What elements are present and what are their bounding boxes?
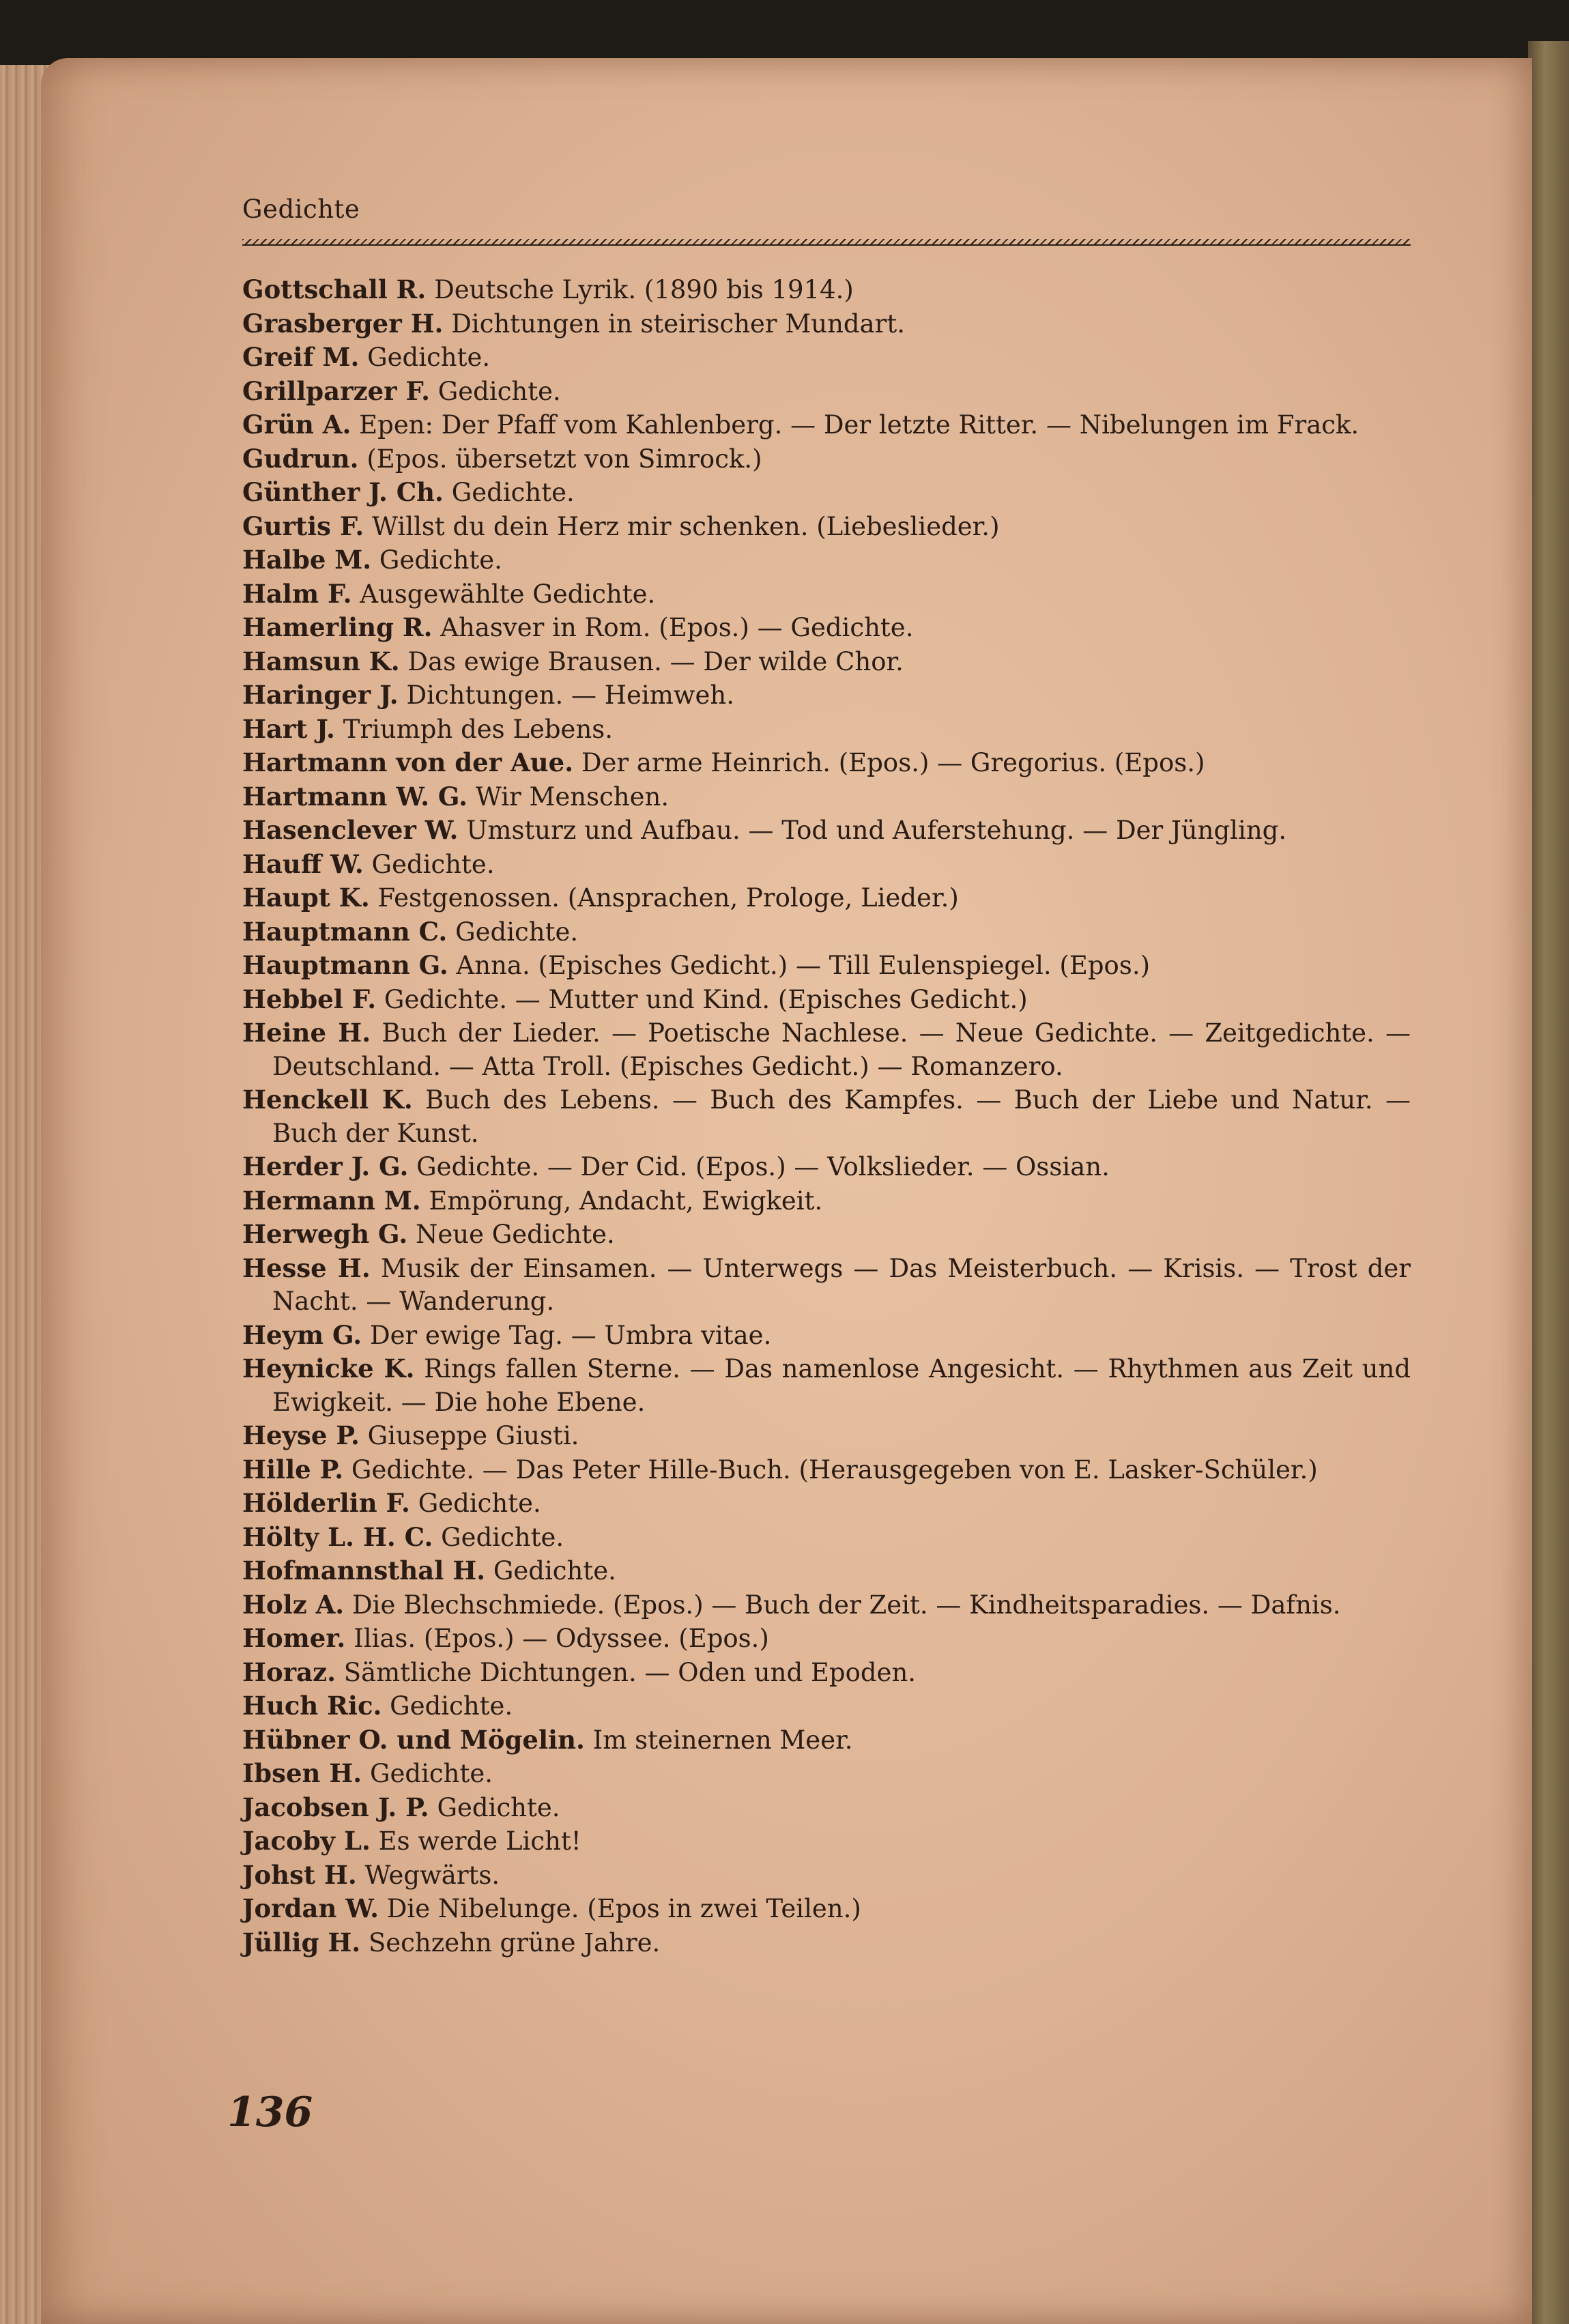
list-item [242, 476, 1411, 510]
entry-works: Gedichte. — Mutter und Kind. (Episches Gedicht.) [384, 984, 1028, 1014]
entry-works: Es werde Licht! [378, 1826, 581, 1856]
entry-works: Wir Menschen. [475, 781, 670, 812]
entry-author: Hauff W. [242, 848, 364, 879]
list-item [242, 1656, 1411, 1690]
list-item [242, 881, 1411, 915]
entry-works: Gedichte. [493, 1556, 616, 1586]
entry-author: Horaz. [242, 1656, 336, 1687]
entry-author: Hartmann von der Aue. [242, 747, 574, 777]
entry-works: Wegwärts. [364, 1860, 500, 1890]
list-item [242, 307, 1411, 341]
entry-works: Rings fallen Sterne. — Das namenlose Angesicht. — Rhythmen aus Zeit und Ewigkeit. — Die hohe Ebene. [272, 1354, 1411, 1417]
list-item [242, 1757, 1411, 1791]
entry-author: Holz A. [242, 1589, 345, 1620]
entry-author: Hamerling R. [242, 612, 433, 642]
list-item [242, 611, 1411, 645]
entry-author: Hermann M. [242, 1185, 421, 1216]
entry-works: Gedichte. [369, 1759, 493, 1788]
header-rule [242, 239, 1411, 246]
page-number: 136 [227, 2089, 313, 2136]
entry-works: Gedichte. [437, 376, 561, 406]
list-item [242, 1892, 1411, 1926]
list-item [242, 1453, 1411, 1487]
list-item [242, 713, 1411, 747]
entry-works: Willst du dein Herz mir schenken. (Liebeslieder.) [372, 511, 1000, 541]
list-item [242, 543, 1411, 577]
entry-author: Hauptmann G. [242, 950, 448, 980]
entry-author: Gottschall R. [242, 274, 427, 304]
entry-works: Anna. (Episches Gedicht.) — Till Eulenspiegel. (Epos.) [456, 951, 1151, 980]
entry-works: Sämtliche Dichtungen. — Oden und Epoden. [343, 1657, 917, 1687]
entry-author: Grillparzer F. [242, 375, 430, 406]
entry-works: Gedichte. [379, 545, 502, 575]
entry-author: Heym G. [242, 1319, 362, 1350]
entry-author: Herder J. G. [242, 1151, 409, 1181]
entry-author: Haupt K. [242, 883, 370, 913]
entry-works: Festgenossen. (Ansprachen, Prologe, Lieder.) [377, 883, 959, 913]
list-item [242, 780, 1411, 814]
list-item [242, 341, 1411, 375]
list-item [242, 1723, 1411, 1758]
entry-author: Hasenclever W. [242, 815, 459, 845]
entry-author: Heynicke K. [242, 1353, 415, 1383]
entry-author: Hölderlin F. [242, 1488, 410, 1518]
list-item [242, 375, 1411, 409]
entry-author: Jüllig H. [242, 1927, 361, 1957]
entry-works: Gedichte. [441, 1522, 564, 1552]
list-item [242, 442, 1411, 476]
list-item [242, 1859, 1411, 1893]
entry-works: Gedichte. [390, 1691, 513, 1721]
list-item [242, 1824, 1411, 1859]
entry-author: Haringer J. [242, 680, 399, 710]
entry-author: Hebbel F. [242, 984, 377, 1014]
list-item [242, 1588, 1411, 1622]
list-item [242, 678, 1411, 713]
list-item [242, 1554, 1411, 1588]
list-item [242, 848, 1411, 882]
entry-works: Deutsche Lyrik. (1890 bis 1914.) [434, 275, 854, 304]
list-item [242, 1689, 1411, 1723]
entry-works: Ausgewählte Gedichte. [360, 579, 656, 609]
entry-author: Henckell K. [242, 1085, 413, 1115]
list-item [242, 1319, 1411, 1353]
entry-author: Hamsun K. [242, 646, 400, 676]
entry-author: Heine H. [242, 1018, 371, 1048]
entry-works: Neue Gedichte. [415, 1220, 615, 1249]
entry-works: Musik der Einsamen. — Unterwegs — Das Meisterbuch. — Krisis. — Trost der Nacht. — Wanderung. [272, 1253, 1411, 1316]
list-item [242, 1926, 1411, 1960]
entry-author: Ibsen H. [242, 1758, 362, 1788]
entry-author: Greif M. [242, 342, 360, 372]
entry-author: Jordan W. [242, 1893, 379, 1923]
entry-works: Gedichte. [437, 1792, 560, 1822]
list-item [242, 746, 1411, 780]
entry-works: Gedichte. [367, 343, 491, 372]
entry-author: Halbe M. [242, 545, 372, 575]
book-cover-edge [1528, 41, 1569, 2324]
list-item [242, 814, 1411, 848]
list-item [242, 577, 1411, 612]
entry-author: Homer. [242, 1623, 346, 1653]
running-head: Gedichte [242, 195, 360, 224]
list-item [242, 1083, 1411, 1150]
entry-author: Jacoby L. [242, 1826, 371, 1856]
entry-works: Buch des Lebens. — Buch des Kampfes. — Buch der Liebe und Natur. — Buch der Kunst. [272, 1085, 1411, 1148]
entry-author: Hölty L. H. C. [242, 1521, 433, 1552]
entry-works: Im steinernen Meer. [592, 1725, 853, 1755]
list-item [242, 1791, 1411, 1825]
entry-works: Dichtungen in steirischer Mundart. [451, 309, 905, 339]
list-item [242, 1150, 1411, 1184]
entry-works: Giuseppe Giusti. [367, 1421, 579, 1450]
entry-author: Hauptmann C. [242, 916, 448, 947]
entry-works: Epen: Der Pfaff vom Kahlenberg. — Der letzte Ritter. — Nibelungen im Frack. [359, 410, 1359, 440]
entry-works: Gedichte. — Der Cid. (Epos.) — Volkslieder. — Ossian. [416, 1152, 1110, 1181]
entry-works: (Epos. übersetzt von Simrock.) [366, 444, 762, 474]
entry-works: Die Nibelunge. (Epos in zwei Teilen.) [386, 1894, 861, 1923]
entry-author: Hübner O. und Mögelin. [242, 1724, 585, 1755]
entry-works: Das ewige Brausen. — Der wilde Chor. [407, 646, 904, 676]
entry-author: Grün A. [242, 410, 351, 440]
entry-author: Hofmannsthal H. [242, 1555, 486, 1586]
entry-works: Triumph des Lebens. [343, 714, 614, 744]
list-item [242, 1352, 1411, 1419]
entry-works: Ilias. (Epos.) — Odyssee. (Epos.) [354, 1624, 769, 1653]
list-item [242, 1622, 1411, 1656]
entry-works: Der arme Heinrich. (Epos.) — Gregorius. (Epos.) [581, 748, 1205, 777]
list-item [242, 273, 1411, 307]
list-item [242, 1218, 1411, 1252]
entry-works: Dichtungen. — Heimweh. [406, 680, 734, 710]
entry-works: Ahasver in Rom. (Epos.) — Gedichte. [440, 613, 914, 642]
list-item [242, 1521, 1411, 1555]
entry-author: Jacobsen J. P. [242, 1792, 429, 1822]
entry-works: Gedichte. [455, 917, 579, 947]
entry-works: Buch der Lieder. — Poetische Nachlese. — Neue Gedichte. — Zeitgedichte. — Deutschland. — Atta Troll. (Episches Gedicht.) — Romanzero. [272, 1018, 1411, 1081]
list-item [242, 1252, 1411, 1319]
entry-author: Johst H. [242, 1859, 357, 1890]
list-item [242, 915, 1411, 949]
entry-list [242, 273, 1411, 1960]
entry-works: Gedichte. [371, 849, 495, 879]
entry-author: Gurtis F. [242, 511, 364, 541]
list-item [242, 645, 1411, 679]
entry-works: Gedichte. [451, 478, 575, 507]
entry-author: Grasberger H. [242, 308, 444, 339]
entry-works: Gedichte. [418, 1489, 541, 1518]
list-item [242, 1016, 1411, 1083]
list-item [242, 1419, 1411, 1453]
list-item [242, 1487, 1411, 1521]
list-item [242, 1184, 1411, 1218]
entry-author: Herwegh G. [242, 1219, 408, 1249]
list-item [242, 983, 1411, 1017]
entry-author: Hartmann W. G. [242, 781, 468, 812]
entry-works: Umsturz und Aufbau. — Tod und Auferstehung. — Der Jüngling. [466, 816, 1287, 845]
entry-author: Halm F. [242, 578, 352, 609]
entry-author: Hille P. [242, 1454, 344, 1484]
entry-works: Sechzehn grüne Jahre. [368, 1927, 661, 1957]
entry-works: Die Blechschmiede. (Epos.) — Buch der Zeit. — Kindheitsparadies. — Dafnis. [351, 1590, 1341, 1620]
list-item [242, 510, 1411, 544]
entry-works: Der ewige Tag. — Umbra vitae. [369, 1320, 772, 1350]
entry-author: Heyse P. [242, 1420, 360, 1450]
entry-works: Empörung, Andacht, Ewigkeit. [429, 1186, 823, 1216]
entry-author: Hesse H. [242, 1252, 371, 1283]
entry-works: Gedichte. — Das Peter Hille-Buch. (Herausgegeben von E. Lasker-Schüler.) [351, 1454, 1318, 1484]
list-item [242, 408, 1411, 442]
list-item [242, 949, 1411, 983]
entry-author: Hart J. [242, 713, 335, 744]
entry-author: Gudrun. [242, 443, 359, 474]
entry-author: Günther J. Ch. [242, 477, 444, 507]
entry-author: Huch Ric. [242, 1691, 382, 1721]
